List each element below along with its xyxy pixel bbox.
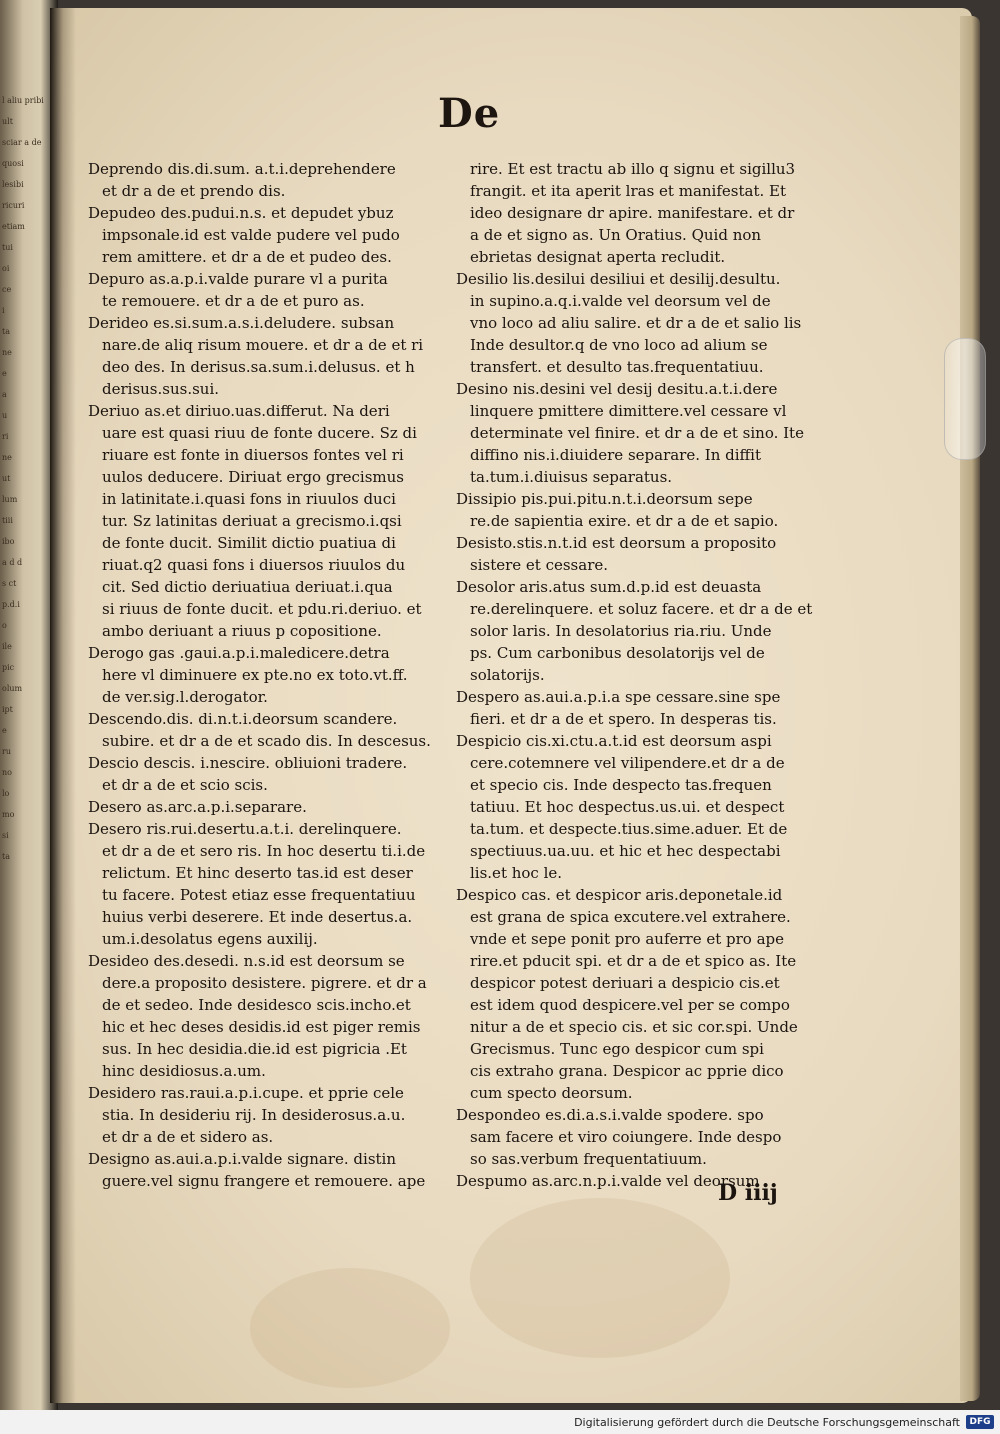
text-line: cit. Sed dictio deriuatiua deriuat.i.qua xyxy=(102,578,393,596)
text-line: a de et signo as. Un Oratius. Quid non xyxy=(470,226,762,244)
text-line: Despumo as.arc.n.p.i.valde vel deorsum xyxy=(456,1172,760,1190)
prev-page-fragment: oi xyxy=(2,264,10,273)
text-line: ebrietas designat aperta recludit. xyxy=(470,248,726,266)
prev-page-fragment: ce xyxy=(2,285,12,294)
text-line: ta.tum.i.diuisus separatus. xyxy=(470,468,673,486)
text-line: nitur a de et specio cis. et sic cor.spi. Unde xyxy=(470,1018,798,1036)
prev-page-fragment: ipt xyxy=(2,705,13,714)
text-line: frangit. et ita aperit lras et manifestat. Et xyxy=(470,182,786,200)
text-line: cum specto deorsum. xyxy=(470,1084,633,1102)
prev-page-fragment: si xyxy=(2,831,9,840)
text-line: ambo deriuant a riuus p copositione. xyxy=(102,622,382,640)
prev-page-fragment: mo xyxy=(2,810,15,819)
prev-page-fragment: ri xyxy=(2,432,9,441)
text-line: sistere et cessare. xyxy=(470,556,609,574)
text-line: Descendo.dis. di.n.t.i.deorsum scandere. xyxy=(88,710,398,728)
signature-mark: D iiij xyxy=(718,1180,778,1206)
prev-page-fragment: l aliu pribi xyxy=(2,96,44,105)
text-line: Inde desultor.q de vno loco ad alium se xyxy=(470,336,768,354)
prev-page-fragment: u xyxy=(2,411,8,420)
text-line: sam facere et viro coiungere. Inde despo xyxy=(470,1128,782,1146)
right-text-column xyxy=(456,158,856,1192)
text-line: Desideo des.desedi. n.s.id est deorsum se xyxy=(88,952,405,970)
text-line: Desino nis.desini vel desij desitu.a.t.i.dere xyxy=(456,380,778,398)
text-line: nare.de aliq risum mouere. et dr a de et ri xyxy=(102,336,424,354)
prev-page-fragment: ru xyxy=(2,747,11,756)
paper-stain xyxy=(470,1198,730,1358)
prev-page-fragment: ta xyxy=(2,852,10,861)
text-line: est idem quod despicere.vel per se compo xyxy=(470,996,790,1014)
previous-page-text xyxy=(2,90,48,867)
text-line: diffino nis.i.diuidere separare. In diffit xyxy=(470,446,762,464)
text-line: re.derelinquere. et soluz facere. et dr a de et xyxy=(470,600,813,618)
text-line: Desolor aris.atus sum.d.p.id est deuasta xyxy=(456,578,762,596)
text-line: est grana de spica excutere.vel extrahere. xyxy=(470,908,791,926)
text-line: Depuro as.a.p.i.valde purare vl a purita xyxy=(88,270,388,288)
prev-page-fragment: i xyxy=(2,306,5,315)
prev-page-fragment: e xyxy=(2,369,7,378)
text-line: in supino.a.q.i.valde vel deorsum vel de xyxy=(470,292,771,310)
text-line: transfert. et desulto tas.frequentatiuu. xyxy=(470,358,764,376)
text-line: impsonale.id est valde pudere vel pudo xyxy=(102,226,400,244)
text-line: Designo as.aui.a.p.i.valde signare. distin xyxy=(88,1150,397,1168)
text-line: Deriuo as.et diriuo.uas.differut. Na deri xyxy=(88,402,390,420)
text-line: uulos deducere. Diriuat ergo grecismus xyxy=(102,468,404,486)
text-line: cere.cotemnere vel vilipendere.et dr a de xyxy=(470,754,785,772)
text-line: lis.et hoc le. xyxy=(470,864,563,882)
text-line: subire. et dr a de et scado dis. In descesus. xyxy=(102,732,431,750)
text-line: te remouere. et dr a de et puro as. xyxy=(102,292,365,310)
prev-page-fragment: o xyxy=(2,621,7,630)
text-line: guere.vel signu frangere et remouere. ape xyxy=(102,1172,426,1190)
text-line: et dr a de et prendo dis. xyxy=(102,182,286,200)
text-line: fieri. et dr a de et spero. In desperas tis. xyxy=(470,710,777,728)
text-line: solatorijs. xyxy=(470,666,545,684)
text-line: Dissipio pis.pui.pitu.n.t.i.deorsum sepe xyxy=(456,490,753,508)
prev-page-fragment: tiii xyxy=(2,516,13,525)
text-line: despicor potest deriuari a despicio cis.et xyxy=(470,974,780,992)
text-line: Derogo gas .gaui.a.p.i.maledicere.detra xyxy=(88,644,390,662)
text-line: linquere pmittere dimittere.vel cessare vl xyxy=(470,402,787,420)
footer-credit: Digitalisierung gefördert durch die Deutsche Forschungsgemeinschaft xyxy=(574,1416,960,1429)
prev-page-fragment: ile xyxy=(2,642,12,651)
text-line: Derideo es.si.sum.a.s.i.deludere. subsan xyxy=(88,314,395,332)
text-line: stia. In desideriu rij. In desiderosus.a.u. xyxy=(102,1106,406,1124)
text-line: in latinitate.i.quasi fons in riuulos duci xyxy=(102,490,396,508)
text-line: tu facere. Potest etiaz esse frequentatiuu xyxy=(102,886,416,904)
spine-shadow xyxy=(50,8,76,1403)
prev-page-fragment: ut xyxy=(2,474,11,483)
running-header: De xyxy=(438,90,501,137)
prev-page-fragment: lo xyxy=(2,789,10,798)
prev-page-fragment: ibo xyxy=(2,537,15,546)
text-line: Despico cas. et despicor aris.deponetale.id xyxy=(456,886,783,904)
text-line: Descio descis. i.nescire. obliuioni tradere. xyxy=(88,754,408,772)
text-line: et dr a de et sidero as. xyxy=(102,1128,274,1146)
text-line: de fonte ducit. Similit dictio puatiua di xyxy=(102,534,396,552)
footer-bar xyxy=(0,1410,1000,1434)
text-line: si riuus de fonte ducit. et pdu.ri.deriuo. et xyxy=(102,600,422,618)
prev-page-fragment: ricuri xyxy=(2,201,25,210)
text-line: de ver.sig.l.derogator. xyxy=(102,688,268,706)
page-clip xyxy=(944,338,986,460)
text-line: et dr a de et sero ris. In hoc desertu ti.i.de xyxy=(102,842,426,860)
text-line: hinc desidiosus.a.um. xyxy=(102,1062,266,1080)
text-line: riuat.q2 quasi fons i diuersos riuulos du xyxy=(102,556,406,574)
text-line: et specio cis. Inde despecto tas.frequen xyxy=(470,776,772,794)
prev-page-fragment: quosi xyxy=(2,159,24,168)
text-line: huius verbi deserere. Et inde desertus.a. xyxy=(102,908,413,926)
text-line: Grecismus. Tunc ego despicor cum spi xyxy=(470,1040,764,1058)
prev-page-fragment: p.d.i xyxy=(2,600,20,609)
text-line: rire.et pducit spi. et dr a de et spico as. Ite xyxy=(470,952,797,970)
text-line: ta.tum. et despecte.tius.sime.aduer. Et de xyxy=(470,820,788,838)
text-line: solor laris. In desolatorius ria.riu. Unde xyxy=(470,622,772,640)
text-line: tur. Sz latinitas deriuat a grecismo.i.qsi xyxy=(102,512,402,530)
text-line: ideo designare dr apire. manifestare. et dr xyxy=(470,204,795,222)
text-line: Desero ris.rui.desertu.a.t.i. derelinquere. xyxy=(88,820,402,838)
text-line: Desilio lis.desilui desiliui et desilij.desultu. xyxy=(456,270,781,288)
text-line: uare est quasi riuu de fonte ducere. Sz di xyxy=(102,424,417,442)
text-line: so sas.verbum frequentatiuum. xyxy=(470,1150,707,1168)
prev-page-fragment: olum xyxy=(2,684,23,693)
text-line: dere.a proposito desistere. pigrere. et dr a xyxy=(102,974,427,992)
prev-page-fragment: a xyxy=(2,390,7,399)
text-line: Deprendo dis.di.sum. a.t.i.deprehendere xyxy=(88,160,396,178)
text-line: re.de sapientia exire. et dr a de et sapio. xyxy=(470,512,779,530)
text-line: ps. Cum carbonibus desolatorijs vel de xyxy=(470,644,765,662)
text-line: deo des. In derisus.sa.sum.i.delusus. et h xyxy=(102,358,415,376)
text-line: Depudeo des.pudui.n.s. et depudet ybuz xyxy=(88,204,394,222)
prev-page-fragment: etiam xyxy=(2,222,25,231)
text-line: relictum. Et hinc deserto tas.id est deser xyxy=(102,864,413,882)
text-line: cis extraho grana. Despicor ac pprie dico xyxy=(470,1062,784,1080)
dfg-logo: DFG xyxy=(966,1415,994,1429)
text-line: vno loco ad aliu salire. et dr a de et salio lis xyxy=(470,314,802,332)
text-line: derisus.sus.sui. xyxy=(102,380,220,398)
text-line: Despero as.aui.a.p.i.a spe cessare.sine spe xyxy=(456,688,781,706)
text-line: Desisto.stis.n.t.id est deorsum a proposito xyxy=(456,534,777,552)
text-line: rem amittere. et dr a de et pudeo des. xyxy=(102,248,392,266)
text-line: determinate vel finire. et dr a de et sino. Ite xyxy=(470,424,804,442)
text-line: spectiuus.ua.uu. et hic et hec despectabi xyxy=(470,842,781,860)
text-line: riuare est fonte in diuersos fontes vel ri xyxy=(102,446,404,464)
text-line: Desero as.arc.a.p.i.separare. xyxy=(88,798,307,816)
prev-page-fragment: a d d xyxy=(2,558,23,567)
text-line: Desidero ras.raui.a.p.i.cupe. et pprie cele xyxy=(88,1084,404,1102)
text-line: Despondeo es.di.a.s.i.valde spodere. spo xyxy=(456,1106,764,1124)
left-text-column xyxy=(88,158,478,1192)
prev-page-fragment: s ct xyxy=(2,579,17,588)
prev-page-fragment: ta xyxy=(2,327,10,336)
prev-page-fragment: ult xyxy=(2,117,13,126)
text-line: rire. Et est tractu ab illo q signu et sigillu3 xyxy=(470,160,796,178)
text-line: here vl diminuere ex pte.no ex toto.vt.ff. xyxy=(102,666,408,684)
prev-page-fragment: ne xyxy=(2,453,12,462)
prev-page-fragment: ne xyxy=(2,348,12,357)
prev-page-fragment: tui xyxy=(2,243,13,252)
text-line: hic et hec deses desidis.id est piger remis xyxy=(102,1018,421,1036)
text-line: de et sedeo. Inde desidesco scis.incho.et xyxy=(102,996,411,1014)
prev-page-fragment: lum xyxy=(2,495,18,504)
book-page xyxy=(50,8,972,1403)
prev-page-fragment: pic xyxy=(2,663,15,672)
text-line: Despicio cis.xi.ctu.a.t.id est deorsum aspi xyxy=(456,732,772,750)
prev-page-fragment: e xyxy=(2,726,7,735)
text-line: tatiuu. Et hoc despectus.us.ui. et despect xyxy=(470,798,785,816)
paper-stain xyxy=(250,1268,450,1388)
prev-page-fragment: sciar a de xyxy=(2,138,42,147)
text-line: sus. In hec desidia.die.id est pigricia .Et xyxy=(102,1040,407,1058)
prev-page-fragment: lesibi xyxy=(2,180,24,189)
text-line: um.i.desolatus egens auxilij. xyxy=(102,930,318,948)
prev-page-fragment: no xyxy=(2,768,12,777)
page-stack-edge xyxy=(960,16,980,1401)
text-line: et dr a de et scio scis. xyxy=(102,776,268,794)
text-line: vnde et sepe ponit pro auferre et pro ape xyxy=(470,930,785,948)
